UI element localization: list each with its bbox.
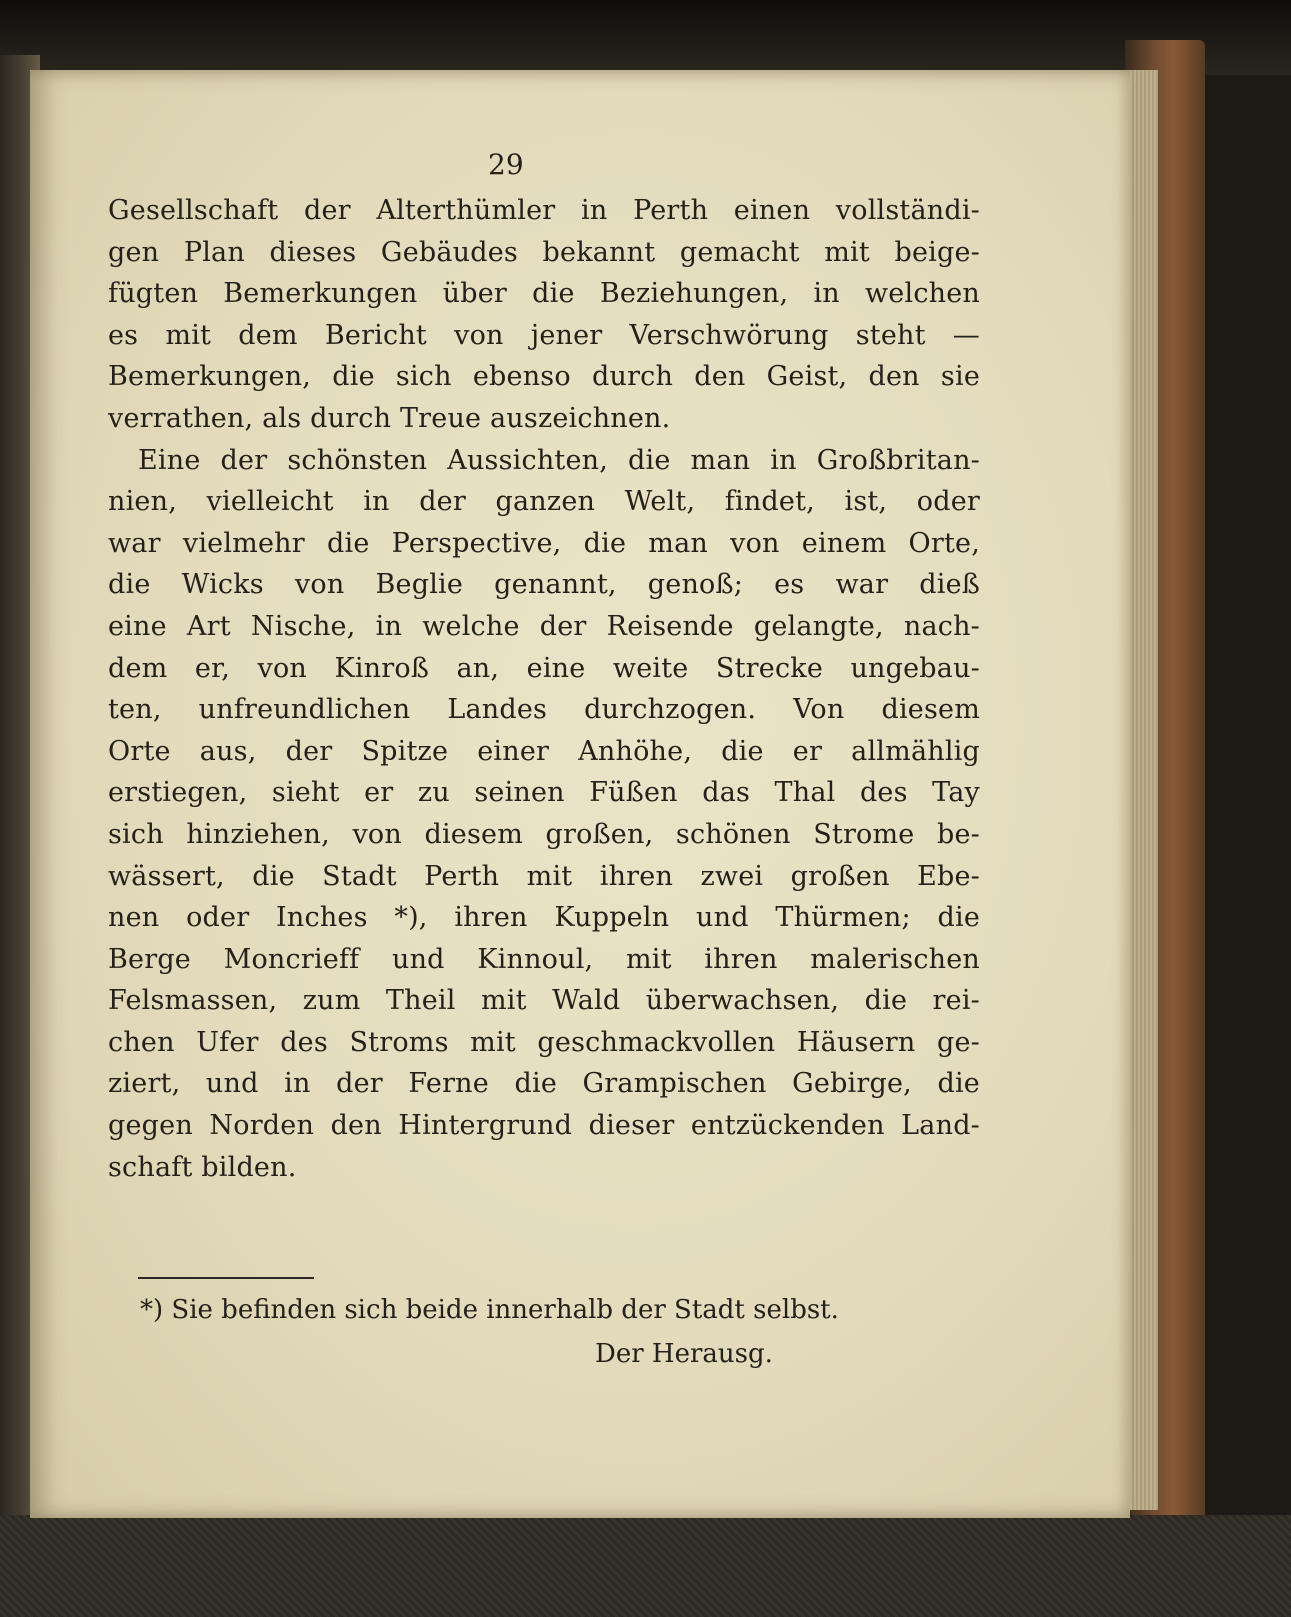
text-line: gegen Norden den Hintergrund dieser entzückenden Land- bbox=[108, 1110, 980, 1142]
text-line: Berge Moncrieff und Kinnoul, mit ihren malerischen bbox=[108, 943, 980, 975]
footnote-author: Der Herausg. bbox=[595, 1339, 773, 1369]
body-text bbox=[108, 150, 980, 1188]
footnote bbox=[140, 1288, 970, 1376]
page-number: 29 bbox=[488, 148, 524, 181]
paragraph-1 bbox=[108, 190, 980, 440]
text-line: chen Ufer des Stroms mit geschmackvollen Häusern ge- bbox=[108, 1026, 980, 1058]
text-line: ten, unfreundlichen Landes durchzogen. Von diesem bbox=[108, 694, 980, 726]
text-line: nen oder Inches *), ihren Kuppeln und Thürmen; die bbox=[108, 902, 980, 934]
text-line: wässert, die Stadt Perth mit ihren zwei großen Ebe- bbox=[108, 860, 980, 892]
background-top bbox=[0, 0, 1291, 75]
text-line: erstiegen, sieht er zu seinen Füßen das Thal des Tay bbox=[108, 777, 980, 809]
text-line: eine Art Nische, in welche der Reisende gelangte, nach- bbox=[108, 610, 980, 642]
text-line: war vielmehr die Perspective, die man von einem Orte, bbox=[108, 527, 980, 559]
paragraph-2 bbox=[108, 440, 980, 1189]
text-line: es mit dem Bericht von jener Verschwörung steht — bbox=[108, 319, 980, 351]
footnote-text: *) Sie befinden sich beide innerhalb der Stadt selbst. bbox=[140, 1295, 839, 1325]
text-line: Gesellschaft der Alterthümler in Perth einen vollständi- bbox=[108, 195, 980, 226]
text-line: ziert, und in der Ferne die Grampischen Gebirge, die bbox=[108, 1068, 980, 1100]
text-line: Eine der schönsten Aussichten, die man in Großbritan- bbox=[138, 444, 980, 476]
text-line: sich hinziehen, von diesem großen, schönen Strome be- bbox=[108, 818, 980, 850]
footnote-rule bbox=[138, 1277, 314, 1279]
text-line: gen Plan dieses Gebäudes bekannt gemacht mit beige- bbox=[108, 236, 980, 268]
text-line: dem er, von Kinroß an, eine weite Strecke ungebau- bbox=[108, 652, 980, 684]
text-line: schaft bilden. bbox=[108, 1151, 297, 1183]
book-page bbox=[30, 70, 1130, 1518]
text-line: die Wicks von Beglie genannt, genoß; es war dieß bbox=[108, 569, 980, 601]
text-line: verrathen, als durch Treue auszeichnen. bbox=[108, 402, 671, 434]
text-line: fügten Bemerkungen über die Beziehungen, in welchen bbox=[108, 278, 980, 310]
text-line: Bemerkungen, die sich ebenso durch den Geist, den sie bbox=[108, 361, 980, 393]
text-line: Orte aus, der Spitze einer Anhöhe, die er allmählig bbox=[108, 735, 980, 767]
background-cloth bbox=[0, 1515, 1291, 1617]
text-line: Felsmassen, zum Theil mit Wald überwachsen, die rei- bbox=[108, 985, 980, 1017]
text-line: nien, vielleicht in der ganzen Welt, findet, ist, oder bbox=[108, 486, 980, 518]
